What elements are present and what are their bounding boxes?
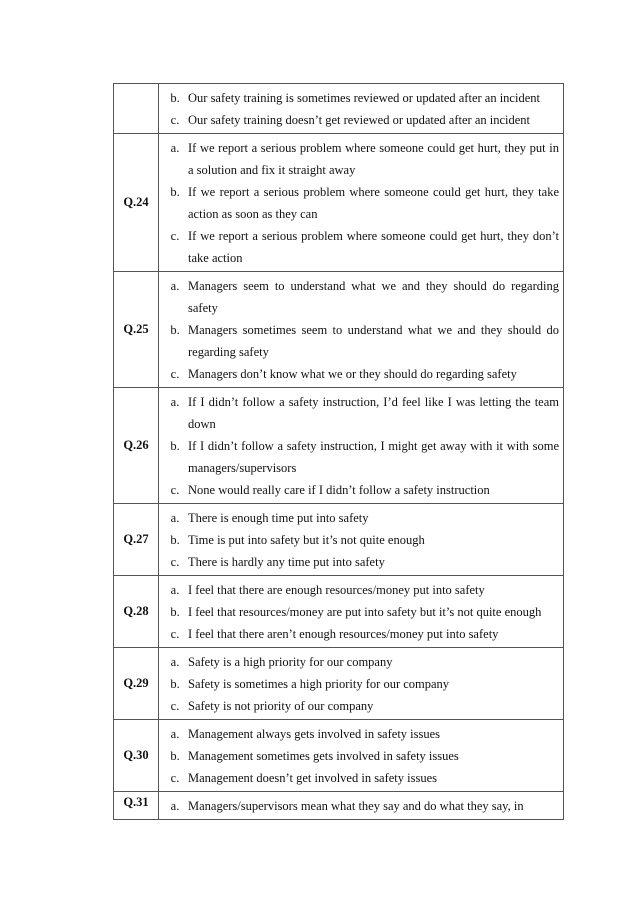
question-number <box>114 84 159 134</box>
question-row <box>114 504 564 576</box>
answer-option <box>162 225 559 269</box>
answer-options <box>159 792 564 820</box>
option-text: I feel that there aren’t enough resources/money put into safety <box>188 627 499 641</box>
option-text: Managers/supervisors mean what they say and do what they say, in <box>188 799 524 813</box>
answer-options <box>159 576 564 648</box>
question-number: Q.31 <box>114 792 159 820</box>
option-letter: a. <box>170 583 180 597</box>
answer-options <box>159 84 564 134</box>
option-letter: c. <box>170 367 180 381</box>
answer-option <box>162 479 559 501</box>
question-row <box>114 648 564 720</box>
option-letter: c. <box>170 483 180 497</box>
answer-option <box>162 695 559 717</box>
option-letter: c. <box>170 627 180 641</box>
option-text: Managers seem to understand what we and they should do regarding safety <box>188 279 559 315</box>
question-row <box>114 576 564 648</box>
option-text: There is hardly any time put into safety <box>188 555 385 569</box>
question-number: Q.28 <box>114 576 159 648</box>
option-letter: b. <box>170 185 180 199</box>
option-letter: c. <box>170 555 180 569</box>
option-text: I feel that resources/money are put into safety but it’s not quite enough <box>188 605 542 619</box>
answer-option <box>162 319 559 363</box>
option-letter: b. <box>170 677 180 691</box>
answer-option <box>162 181 559 225</box>
option-text: Safety is a high priority for our company <box>188 655 393 669</box>
option-text: Safety is not priority of our company <box>188 699 374 713</box>
answer-option <box>162 745 559 767</box>
question-number: Q.24 <box>114 134 159 272</box>
option-text: If we report a serious problem where someone could get hurt, they put in a solution and fix it straight away <box>188 141 559 177</box>
option-letter: b. <box>170 439 180 453</box>
option-letter: b. <box>170 749 180 763</box>
answer-option <box>162 795 559 817</box>
answer-option <box>162 391 559 435</box>
answer-options <box>159 720 564 792</box>
option-letter: c. <box>170 113 180 127</box>
option-text: If I didn’t follow a safety instruction, I’d feel like I was letting the team down <box>188 395 559 431</box>
question-row <box>114 272 564 388</box>
answer-option <box>162 673 559 695</box>
question-number: Q.25 <box>114 272 159 388</box>
survey-table <box>113 83 564 820</box>
question-number: Q.29 <box>114 648 159 720</box>
answer-options <box>159 134 564 272</box>
answer-options <box>159 504 564 576</box>
option-text: If we report a serious problem where someone could get hurt, they don’t take action <box>188 229 559 265</box>
answer-option <box>162 529 559 551</box>
option-letter: a. <box>170 799 180 813</box>
option-letter: a. <box>170 655 180 669</box>
option-text: Management always gets involved in safety issues <box>188 727 441 741</box>
option-text: If we report a serious problem where someone could get hurt, they take action as soon as they can <box>188 185 559 221</box>
option-letter: c. <box>170 229 180 243</box>
answer-option <box>162 87 559 109</box>
answer-option <box>162 723 559 745</box>
option-letter: a. <box>170 395 180 409</box>
answer-options <box>159 272 564 388</box>
option-letter: b. <box>170 605 180 619</box>
answer-option <box>162 137 559 181</box>
option-text: Safety is sometimes a high priority for our company <box>188 677 450 691</box>
answer-option <box>162 551 559 573</box>
answer-option <box>162 275 559 319</box>
survey-table-body <box>114 84 564 820</box>
answer-option <box>162 579 559 601</box>
option-text: Managers don’t know what we or they should do regarding safety <box>188 367 517 381</box>
answer-option <box>162 623 559 645</box>
option-text: Managers sometimes seem to understand what we and they should do regarding safety <box>188 323 559 359</box>
answer-options <box>159 388 564 504</box>
option-letter: a. <box>170 279 180 293</box>
option-text: None would really care if I didn’t follow a safety instruction <box>188 483 490 497</box>
answer-option <box>162 767 559 789</box>
question-row <box>114 134 564 272</box>
option-letter: b. <box>170 533 180 547</box>
answer-options <box>159 648 564 720</box>
option-letter: a. <box>170 141 180 155</box>
answer-option <box>162 435 559 479</box>
option-letter: a. <box>170 511 180 525</box>
question-row <box>114 792 564 820</box>
answer-option <box>162 507 559 529</box>
option-text: I feel that there are enough resources/money put into safety <box>188 583 485 597</box>
option-letter: b. <box>170 91 180 105</box>
answer-option <box>162 651 559 673</box>
answer-option <box>162 109 559 131</box>
answer-option <box>162 363 559 385</box>
option-text: Our safety training is sometimes reviewed or updated after an incident <box>188 91 540 105</box>
option-letter: c. <box>170 771 180 785</box>
option-text: There is enough time put into safety <box>188 511 369 525</box>
question-number: Q.27 <box>114 504 159 576</box>
option-letter: c. <box>170 699 180 713</box>
option-letter: b. <box>170 323 180 337</box>
option-text: If I didn’t follow a safety instruction, I might get away with it with some managers/supervisors <box>188 439 559 475</box>
option-text: Management sometimes gets involved in safety issues <box>188 749 459 763</box>
question-row <box>114 84 564 134</box>
option-text: Management doesn’t get involved in safety issues <box>188 771 438 785</box>
option-text: Our safety training doesn’t get reviewed or updated after an incident <box>188 113 531 127</box>
option-text: Time is put into safety but it’s not quite enough <box>188 533 425 547</box>
question-row <box>114 388 564 504</box>
question-number: Q.26 <box>114 388 159 504</box>
question-row <box>114 720 564 792</box>
option-letter: a. <box>170 727 180 741</box>
question-number: Q.30 <box>114 720 159 792</box>
answer-option <box>162 601 559 623</box>
